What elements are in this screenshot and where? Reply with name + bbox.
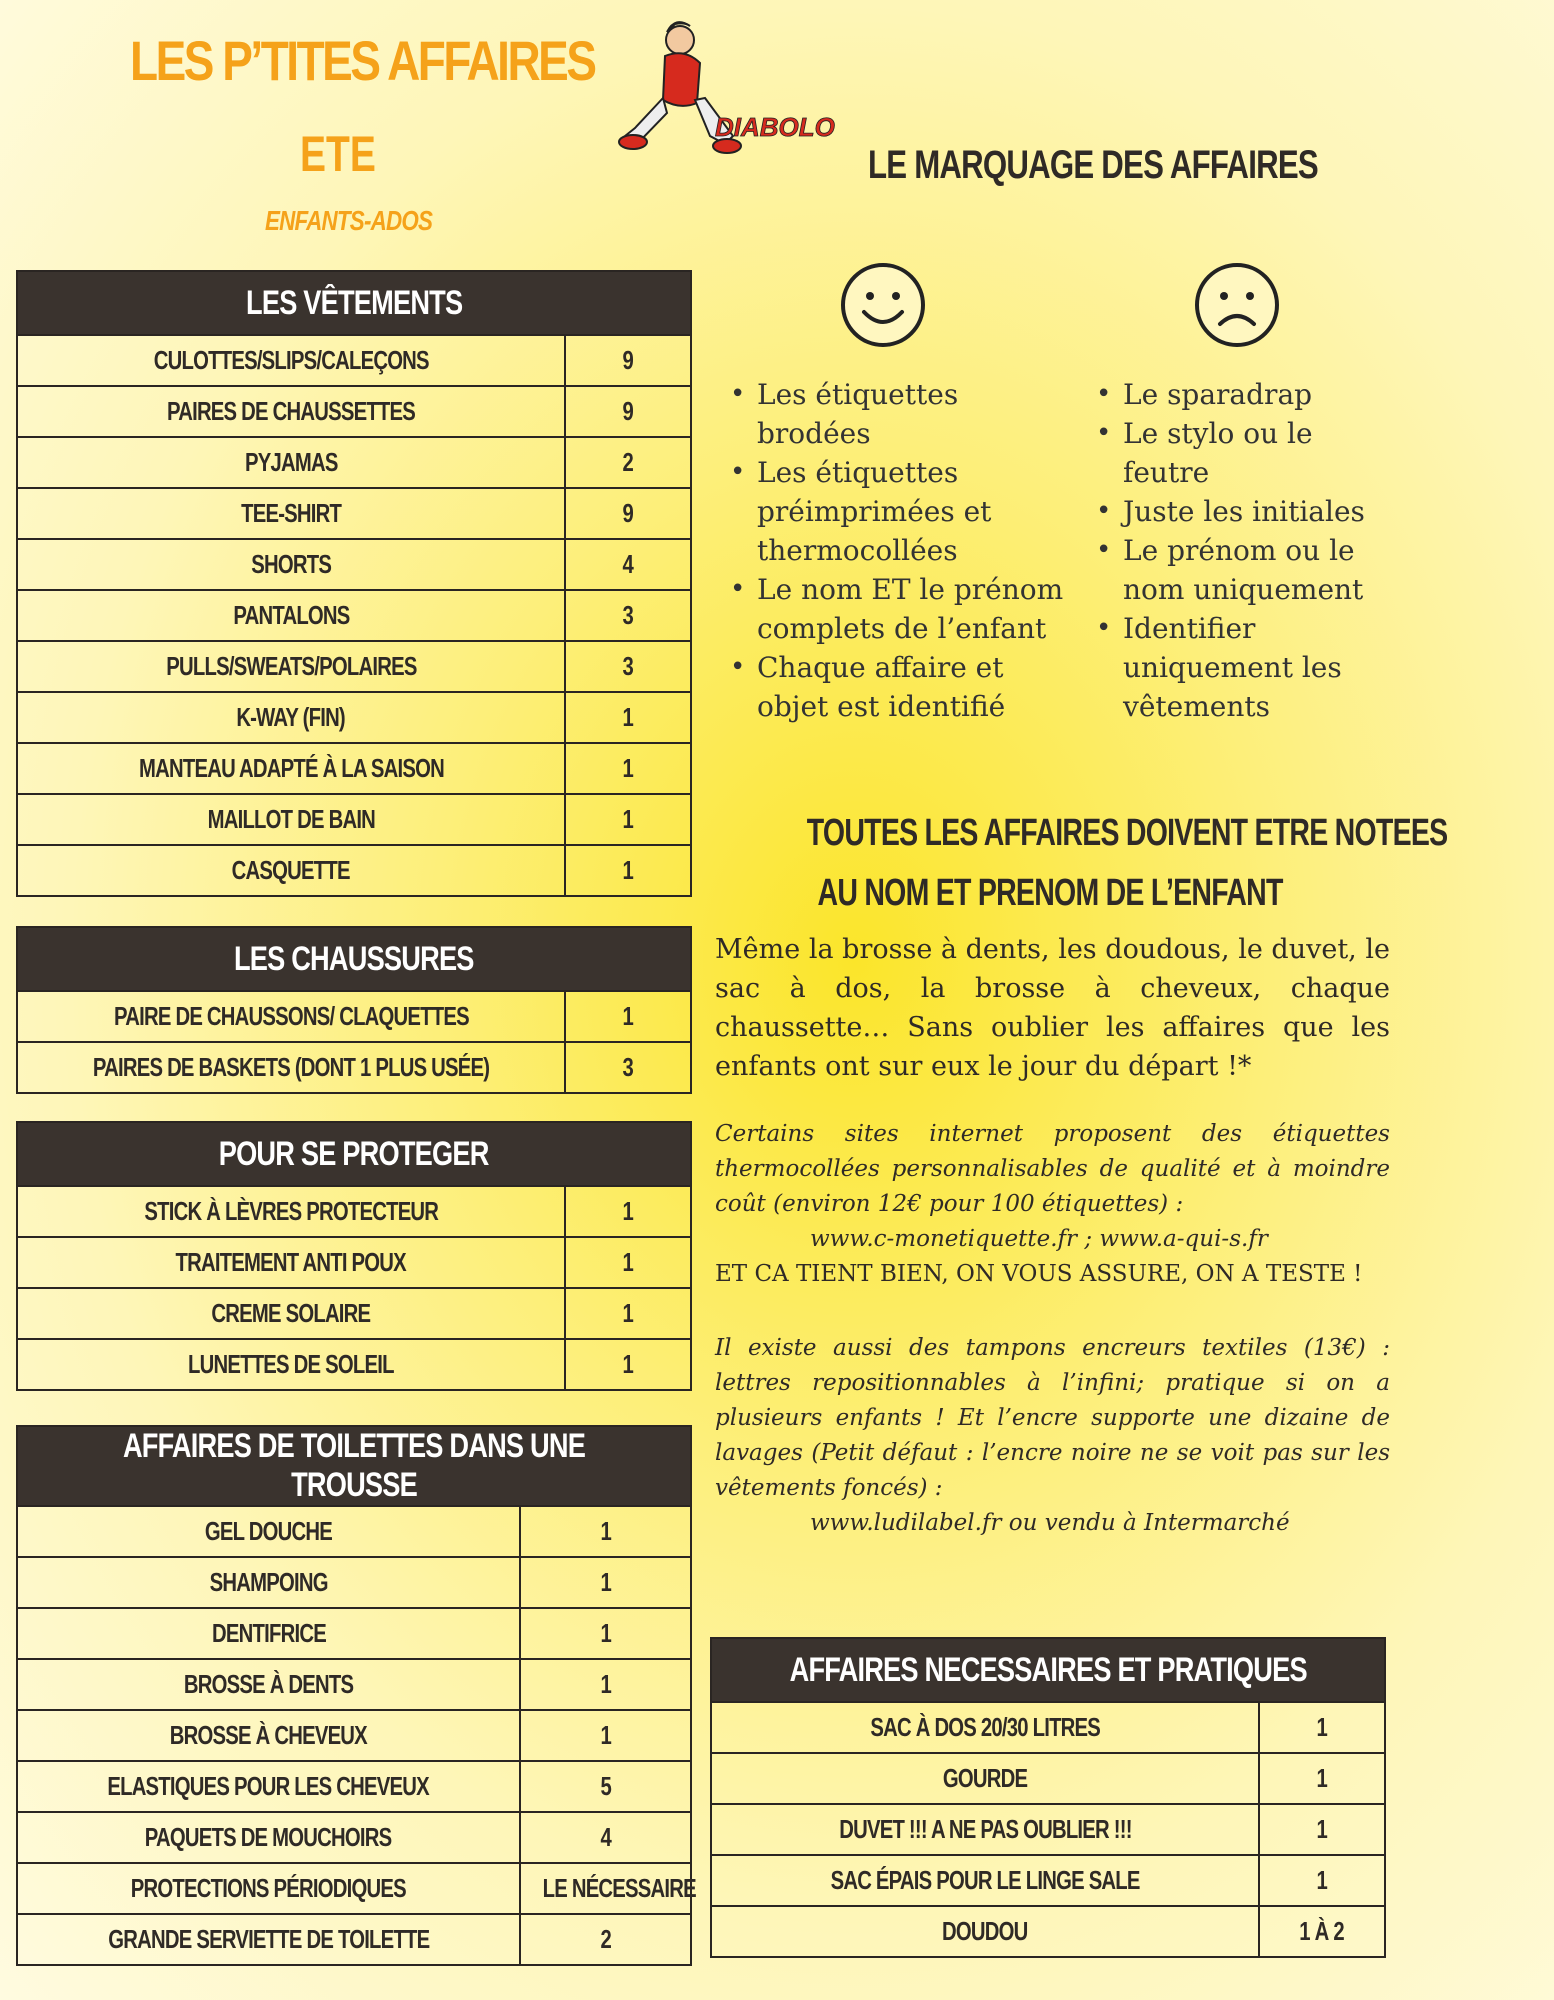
item-name: [711, 1906, 1259, 1957]
table-row: [711, 1753, 1385, 1804]
table-chaussures: [16, 926, 692, 1094]
table-row: [17, 692, 691, 743]
item-name: [711, 1804, 1259, 1855]
item-name-text: DOUDOU: [942, 1916, 1028, 1946]
item-name: [17, 743, 565, 794]
item-quantity-text: 1: [622, 1001, 634, 1031]
bad-marking-item: • Le prénom ou le nom uniquement: [1088, 531, 1398, 609]
notice-paragraph: Même la brosse à dents, les doudous, le duvet, le sac à dos, la brosse à cheveux, chaque chaussette… Sans oublier les affaires que les enfants ont sur eux le jour du départ !*: [715, 934, 1390, 1082]
item-name-text: TEE-SHIRT: [240, 498, 342, 528]
item-quantity: [520, 1863, 696, 1914]
bad-marking-list: [1088, 375, 1398, 726]
table-row: [711, 1906, 1385, 1957]
table-row: [17, 386, 691, 437]
item-quantity: [520, 1914, 691, 1965]
item-name-text: PANTALONS: [232, 600, 350, 630]
table-row: [17, 1288, 691, 1339]
notice-line-2: AU NOM ET PRENOM DE L’ENFANT: [817, 872, 1283, 914]
table-title: AFFAIRES DE TOILETTES DANS UNE TROUSSE: [122, 1427, 586, 1504]
item-name: [17, 437, 565, 488]
table-row: [17, 845, 691, 896]
item-quantity: [520, 1659, 691, 1710]
item-quantity-text: 1: [1316, 1763, 1328, 1793]
item-quantity-text: 3: [622, 651, 634, 681]
item-quantity: [520, 1710, 691, 1761]
table-header: [17, 927, 691, 991]
good-marking-item: • Chaque affaire et objet est identifié: [722, 648, 1072, 726]
table-row: [17, 1339, 691, 1390]
item-quantity: [520, 1761, 691, 1812]
table-row: [17, 1506, 691, 1557]
item-name: [711, 1702, 1259, 1753]
item-name-text: BROSSE À CHEVEUX: [169, 1720, 368, 1750]
item-name: [17, 1557, 520, 1608]
item-quantity-text: 1: [1316, 1865, 1328, 1895]
item-name-text: STICK À LÈVRES PROTECTEUR: [144, 1196, 438, 1226]
item-quantity-text: 1: [600, 1669, 611, 1699]
item-name: [17, 1710, 520, 1761]
sites-caps: ET CA TIENT BIEN, ON VOUS ASSURE, ON A TESTE !: [715, 1261, 1363, 1287]
item-quantity-text: 1: [622, 1196, 634, 1226]
item-quantity-text: 2: [622, 447, 634, 477]
item-name: [17, 488, 565, 539]
item-quantity: [565, 743, 691, 794]
table-title: LES CHAUSSURES: [234, 939, 474, 978]
audience-label: ENFANTS-ADOS: [265, 205, 433, 236]
table-row: [17, 488, 691, 539]
table-row: [17, 743, 691, 794]
item-name: [17, 1608, 520, 1659]
smiley-happy-icon: [838, 260, 928, 350]
notice-line-1: TOUTES LES AFFAIRES DOIVENT ETRE NOTEES: [806, 812, 1448, 854]
item-name: [17, 590, 565, 641]
item-name-text: PAQUETS DE MOUCHOIRS: [145, 1822, 392, 1852]
item-quantity-text: 1: [622, 804, 634, 834]
item-quantity: [520, 1812, 691, 1863]
item-name: [17, 386, 565, 437]
item-quantity-text: 9: [622, 396, 634, 426]
item-quantity: [520, 1608, 691, 1659]
item-quantity-text: 1: [622, 1247, 634, 1277]
item-quantity: [1259, 1906, 1385, 1957]
table-row: [17, 1914, 691, 1965]
item-name-text: DUVET !!! A NE PAS OUBLIER !!!: [838, 1814, 1132, 1844]
item-name: [17, 1812, 520, 1863]
table-row: [17, 1608, 691, 1659]
item-name-text: PAIRES DE BASKETS (DONT 1 PLUS USÉE): [92, 1052, 490, 1082]
item-name-text: MAILLOT DE BAIN: [207, 804, 375, 834]
item-quantity-text: 3: [622, 600, 634, 630]
item-quantity: [565, 794, 691, 845]
table-header: [17, 1426, 691, 1506]
table-row: [17, 1659, 691, 1710]
logo-text: DIABOLO: [715, 112, 835, 142]
item-quantity: [565, 590, 691, 641]
table-row: [17, 1710, 691, 1761]
item-quantity: [565, 1237, 691, 1288]
table-row: [17, 539, 691, 590]
table-title: AFFAIRES NECESSAIRES ET PRATIQUES: [789, 1650, 1307, 1689]
item-name: [17, 1042, 565, 1093]
item-quantity-text: 1: [622, 1298, 634, 1328]
item-quantity: [1259, 1855, 1385, 1906]
item-name: [17, 991, 565, 1042]
page-title: LES P’TITES AFFAIRES: [130, 29, 595, 92]
item-name: [17, 1288, 565, 1339]
table-title: POUR SE PROTEGER: [219, 1134, 489, 1173]
item-quantity: [565, 845, 691, 896]
item-quantity-text: 1: [600, 1618, 611, 1648]
item-name-text: CULOTTES/SLIPS/CALEÇONS: [153, 345, 429, 375]
table-row: [17, 991, 691, 1042]
table-row: [711, 1804, 1385, 1855]
bad-marking-item: • Le stylo ou le feutre: [1088, 414, 1398, 492]
item-quantity: [1259, 1753, 1385, 1804]
sites-text: Certains sites internet proposent des étiquettes thermocollées personnalisables de qualité et à moindre coût (environ 12€ pour 100 étiquettes) :: [715, 1121, 1390, 1217]
item-name-text: PAIRE DE CHAUSSONS/ CLAQUETTES: [113, 1001, 469, 1031]
good-marking-item: • Les étiquettes préimprimées et thermocollées: [722, 453, 1072, 570]
item-name: [17, 845, 565, 896]
item-quantity-text: 4: [622, 549, 634, 579]
item-name: [17, 1237, 565, 1288]
item-name: [17, 1761, 520, 1812]
item-name: [17, 1914, 520, 1965]
item-quantity-text: 1 À 2: [1299, 1916, 1345, 1946]
item-quantity-text: 1: [1316, 1712, 1328, 1742]
item-name: [17, 335, 565, 386]
table-vetements: [16, 270, 692, 897]
table-pratiques: [710, 1637, 1386, 1958]
table-row: [17, 590, 691, 641]
item-quantity-text: 1: [622, 1349, 634, 1379]
table-row: [17, 641, 691, 692]
item-name-text: CASQUETTE: [231, 855, 351, 885]
item-name-text: TRAITEMENT ANTI POUX: [175, 1247, 407, 1277]
bad-marking-item: • Juste les initiales: [1088, 492, 1398, 531]
item-name-text: MANTEAU ADAPTÉ À LA SAISON: [138, 753, 444, 783]
table-row: [17, 1863, 691, 1914]
item-name-text: PROTECTIONS PÉRIODIQUES: [130, 1873, 407, 1903]
item-quantity: [565, 1339, 691, 1390]
item-name: [17, 794, 565, 845]
item-quantity: [1259, 1702, 1385, 1753]
item-name-text: GRANDE SERVIETTE DE TOILETTE: [107, 1924, 430, 1954]
item-quantity: [520, 1557, 691, 1608]
item-quantity-text: 4: [600, 1822, 611, 1852]
stamps-text: Il existe aussi des tampons encreurs textiles (13€) : lettres repositionnables à l’infini; pratique si on a plusieurs enfants ! Et l’encre supporte une dizaine de lavages (Petit défaut : l’encre noire ne se voit pas sur les vêtements foncés) :: [715, 1335, 1390, 1501]
item-quantity-text: 1: [600, 1516, 611, 1546]
item-name: [711, 1855, 1259, 1906]
item-quantity: [565, 386, 691, 437]
item-name-text: SAC ÉPAIS POUR LE LINGE SALE: [830, 1865, 1140, 1895]
item-name: [17, 692, 565, 743]
table-row: [711, 1702, 1385, 1753]
item-name-text: PYJAMAS: [244, 447, 338, 477]
item-quantity: [565, 641, 691, 692]
item-quantity-text: 3: [622, 1052, 634, 1082]
table-header: [17, 271, 691, 335]
item-name: [17, 1659, 520, 1710]
sites-urls: www.c-monetiquette.fr ; www.a-qui-s.fr: [810, 1226, 1268, 1252]
item-name: [17, 539, 565, 590]
season-label: ETE: [300, 126, 376, 182]
item-quantity-text: 9: [622, 345, 634, 375]
item-quantity: [565, 692, 691, 743]
item-name-text: K-WAY (FIN): [236, 702, 346, 732]
smiley-sad-icon: [1192, 260, 1282, 350]
item-name-text: CREME SOLAIRE: [211, 1298, 371, 1328]
item-quantity: [565, 488, 691, 539]
table-row: [17, 1186, 691, 1237]
table-row: [17, 1042, 691, 1093]
item-name: [711, 1753, 1259, 1804]
table-row: [17, 1761, 691, 1812]
item-quantity-text: LE NÉCESSAIRE: [542, 1873, 696, 1903]
item-name: [17, 1339, 565, 1390]
item-name-text: GOURDE: [942, 1763, 1028, 1793]
item-quantity-text: 5: [600, 1771, 611, 1801]
item-name-text: SAC À DOS 20/30 LITRES: [870, 1712, 1100, 1742]
item-name-text: GEL DOUCHE: [204, 1516, 333, 1546]
table-row: [17, 794, 691, 845]
table-header: [17, 1122, 691, 1186]
item-quantity: [565, 1288, 691, 1339]
table-row: [711, 1855, 1385, 1906]
item-name-text: SHAMPOING: [209, 1567, 328, 1597]
item-quantity-text: 1: [622, 855, 634, 885]
item-name-text: PULLS/SWEATS/POLAIRES: [165, 651, 417, 681]
item-quantity: [565, 1042, 691, 1093]
item-quantity-text: 1: [622, 753, 634, 783]
table-title: LES VÊTEMENTS: [245, 283, 463, 322]
item-quantity: [1259, 1804, 1385, 1855]
item-quantity-text: 9: [622, 498, 634, 528]
good-marking-item: • Les étiquettes brodées: [722, 375, 1072, 453]
item-name: [17, 641, 565, 692]
table-header: [711, 1638, 1385, 1702]
item-name-text: SHORTS: [251, 549, 331, 579]
item-quantity-text: 1: [600, 1567, 611, 1597]
item-name-text: PAIRES DE CHAUSSETTES: [166, 396, 416, 426]
item-quantity: [565, 991, 691, 1042]
bad-marking-item: • Identifier uniquement les vêtements: [1088, 609, 1398, 726]
stamps-info: [715, 1331, 1390, 1541]
item-quantity-text: 1: [1316, 1814, 1328, 1844]
item-name: [17, 1863, 520, 1914]
table-row: [17, 1812, 691, 1863]
item-quantity-text: 1: [600, 1720, 611, 1750]
item-quantity: [565, 1186, 691, 1237]
item-name: [17, 1506, 520, 1557]
sites-info: [715, 1117, 1390, 1292]
item-name-text: LUNETTES DE SOLEIL: [188, 1349, 394, 1379]
item-quantity-text: 1: [622, 702, 634, 732]
item-quantity: [520, 1506, 691, 1557]
item-name: [17, 1186, 565, 1237]
good-marking-item: • Le nom ET le prénom complets de l’enfant: [722, 570, 1072, 648]
stamps-url: www.ludilabel.fr ou vendu à Intermarché: [810, 1510, 1290, 1536]
table-toilette: [16, 1425, 696, 1966]
item-name-text: BROSSE À DENTS: [183, 1669, 354, 1699]
table-proteger: [16, 1121, 692, 1391]
item-quantity: [565, 437, 691, 488]
table-row: [17, 1557, 691, 1608]
table-row: [17, 335, 691, 386]
table-row: [17, 437, 691, 488]
bad-marking-item: • Le sparadrap: [1088, 375, 1398, 414]
diabolo-logo: [615, 18, 835, 168]
item-quantity: [565, 335, 691, 386]
item-quantity: [565, 539, 691, 590]
good-marking-list: [722, 375, 1072, 726]
marquage-title: LE MARQUAGE DES AFFAIRES: [868, 143, 1318, 187]
item-name-text: DENTIFRICE: [211, 1618, 326, 1648]
item-quantity-text: 2: [600, 1924, 611, 1954]
table-row: [17, 1237, 691, 1288]
item-name-text: ELASTIQUES POUR LES CHEVEUX: [107, 1771, 430, 1801]
